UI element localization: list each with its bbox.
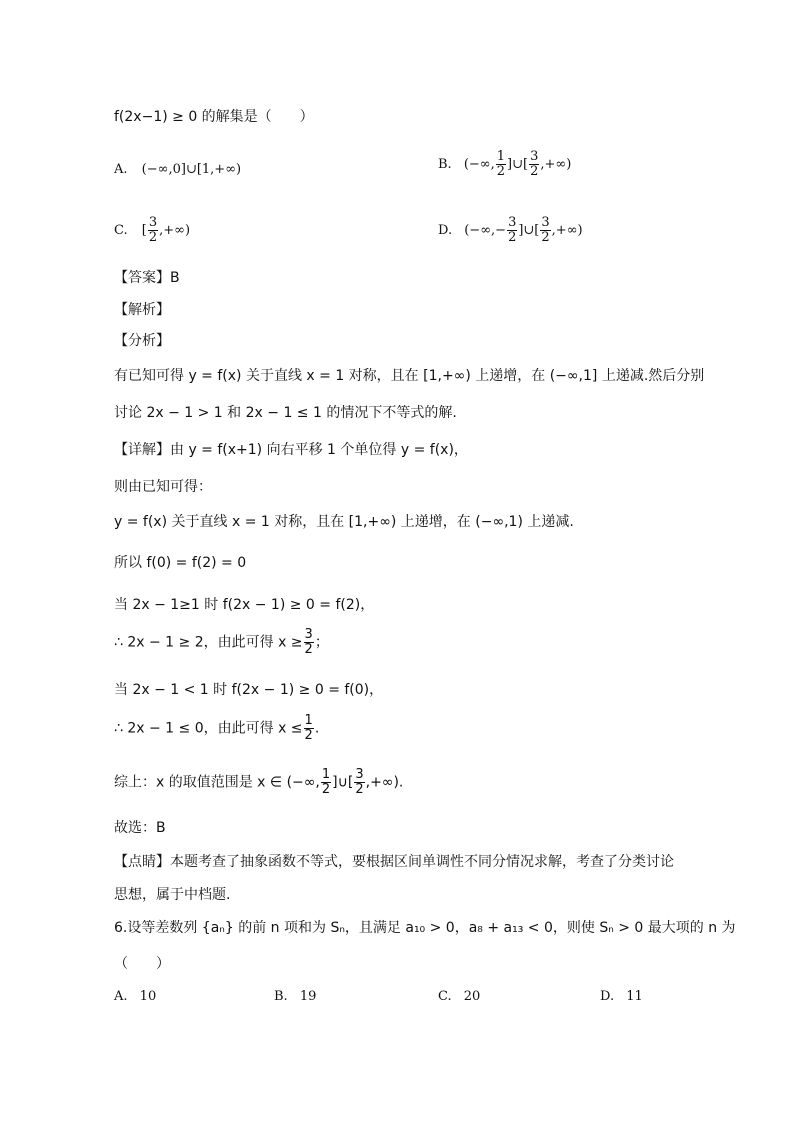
option-d-label: D. bbox=[438, 223, 453, 238]
question6-stem-line-2: （ ） bbox=[114, 956, 170, 972]
detail-line-7: 当 2x − 1 < 1 时 f(2x − 1) ≥ 0 = f(0)， bbox=[114, 682, 384, 698]
option-c-right: ,+∞) bbox=[159, 223, 191, 238]
summary-den1: 2 bbox=[321, 782, 331, 797]
option-a-label: A. bbox=[114, 162, 128, 177]
option-d-frac1-den: 2 bbox=[508, 230, 517, 245]
detail-line-6 bbox=[114, 628, 329, 657]
summary-frac1 bbox=[321, 768, 331, 797]
option-d-frac2 bbox=[540, 216, 550, 245]
option-c-frac-num: 3 bbox=[148, 215, 158, 230]
detail-line-2: 则由已知可得： bbox=[114, 479, 212, 495]
q6-option-c-label: C. bbox=[438, 989, 452, 1004]
detail-line-6-num: 3 bbox=[304, 627, 313, 642]
option-d-frac2-den: 2 bbox=[541, 230, 550, 245]
summary-left: 综上：x 的取值范围是 x ∈ bbox=[114, 774, 283, 791]
q6-option-d-label: D. bbox=[600, 989, 615, 1004]
detail-line-6-left: ∴ 2x − 1 ≥ 2，由此可得 x ≥ bbox=[114, 634, 303, 651]
q6-option-b-label: B. bbox=[274, 989, 288, 1004]
summary-mid: ]∪[ bbox=[332, 774, 354, 791]
option-b-frac1 bbox=[496, 150, 506, 179]
detail-line-8-right: . bbox=[314, 720, 320, 737]
option-d-mid: ]∪[ bbox=[518, 223, 540, 238]
choice-line: 故选：B bbox=[114, 820, 166, 836]
option-b-frac2 bbox=[529, 150, 539, 179]
fenxi-line-1: 有已知可得 y = f(x) 关于直线 x = 1 对称，且在 [1,+∞) 上递增，在 (−∞,1] 上递减.然后分别 bbox=[114, 368, 705, 384]
option-d-left: (−∞,− bbox=[464, 223, 507, 238]
q6-option-a bbox=[114, 987, 156, 1007]
summary-num2: 3 bbox=[355, 767, 364, 782]
option-d bbox=[438, 216, 583, 245]
option-c-label: C. bbox=[114, 223, 128, 238]
q6-option-b bbox=[274, 987, 316, 1007]
detail-line-6-right: ； bbox=[314, 634, 329, 651]
option-b-frac1-num: 1 bbox=[496, 149, 506, 164]
question5-stem: f(2x−1) ≥ 0 的解集是（ ） bbox=[114, 109, 314, 125]
detail-line-4: 所以 f(0) = f(2) = 0 bbox=[114, 555, 247, 571]
fenxi-line-2: 讨论 2x − 1 > 1 和 2x − 1 ≤ 1 的情况下不等式的解. bbox=[114, 405, 457, 421]
detail-line-6-den: 2 bbox=[304, 642, 313, 657]
q6-option-b-value: 19 bbox=[299, 989, 317, 1004]
detail-line-8-frac bbox=[304, 714, 314, 743]
summary-right: ,+∞). bbox=[365, 774, 404, 791]
detail-line-8 bbox=[114, 714, 319, 743]
summary-line bbox=[114, 768, 403, 797]
detail-line-6-frac bbox=[304, 628, 314, 657]
option-d-frac1-num: 3 bbox=[508, 215, 517, 230]
comment-line-2: 思想，属于中档题. bbox=[114, 887, 231, 903]
detail-line-5: 当 2x − 1≥1 时 f(2x − 1) ≥ 0 = f(2)， bbox=[114, 597, 375, 613]
option-b-label: B. bbox=[438, 157, 452, 172]
q6-option-d bbox=[600, 987, 643, 1007]
q6-option-a-label: A. bbox=[114, 989, 128, 1004]
summary-num1: 1 bbox=[321, 767, 331, 782]
option-b-right: ,+∞) bbox=[540, 157, 572, 172]
summary-frac2 bbox=[354, 768, 364, 797]
option-b-frac1-den: 2 bbox=[496, 164, 506, 179]
q6-option-d-value: 11 bbox=[626, 989, 643, 1004]
summary-paren-left: (−∞, bbox=[286, 774, 320, 791]
detail-line-3: y = f(x) 关于直线 x = 1 对称，且在 [1,+∞) 上递增，在 (−∞,1) 上递减. bbox=[114, 514, 574, 530]
q6-option-c-value: 20 bbox=[463, 989, 481, 1004]
option-d-right: ,+∞) bbox=[551, 223, 583, 238]
option-b bbox=[438, 150, 571, 179]
detail-line-8-den: 2 bbox=[304, 728, 313, 743]
detail-line-8-left: ∴ 2x − 1 ≤ 0，由此可得 x ≤ bbox=[114, 720, 303, 737]
question6-stem-line-1: 6.设等差数列 {aₙ} 的前 n 项和为 Sₙ，且满足 a₁₀ > 0，a₈ + a₁₃ < 0，则使 Sₙ > 0 最大项的 n 为 bbox=[114, 920, 736, 936]
option-c-left: [ bbox=[141, 223, 147, 238]
detail-line-1: 【详解】由 y = f(x+1) 向右平移 1 个单位得 y = f(x)， bbox=[114, 442, 468, 458]
option-c-frac bbox=[148, 216, 158, 245]
q6-option-c bbox=[438, 987, 480, 1007]
option-a-text: (−∞,0]∪[1,+∞) bbox=[141, 162, 242, 177]
option-d-frac2-num: 3 bbox=[541, 215, 550, 230]
option-d-frac1 bbox=[507, 216, 517, 245]
q6-option-a-value: 10 bbox=[139, 989, 157, 1004]
option-b-mid: ]∪[ bbox=[507, 157, 529, 172]
detail-line-8-num: 1 bbox=[304, 713, 313, 728]
option-a bbox=[114, 160, 241, 180]
fenxi-heading: 【分析】 bbox=[114, 333, 170, 349]
summary-den2: 2 bbox=[355, 782, 364, 797]
option-c-frac-den: 2 bbox=[148, 230, 158, 245]
option-b-left: (−∞, bbox=[463, 157, 495, 172]
option-b-frac2-num: 3 bbox=[530, 149, 539, 164]
comment-line-1: 【点睛】本题考查了抽象函数不等式，要根据区间单调性不同分情况求解，考查了分类讨论 bbox=[114, 854, 674, 870]
analysis-heading: 【解析】 bbox=[114, 302, 170, 318]
option-b-frac2-den: 2 bbox=[530, 164, 539, 179]
option-c bbox=[114, 216, 190, 245]
answer-line: 【答案】B bbox=[114, 270, 180, 286]
